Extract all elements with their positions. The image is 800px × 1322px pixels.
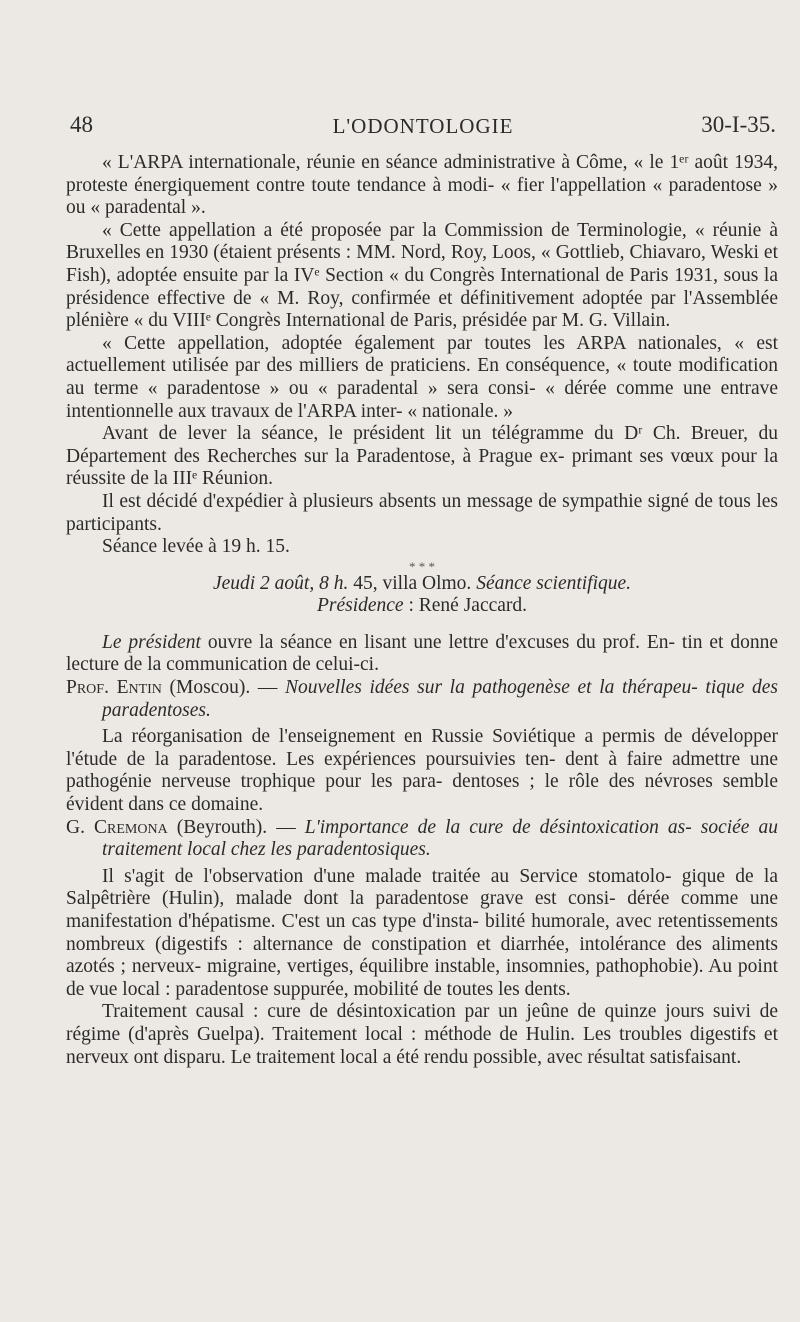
section-separator: * * * (409, 558, 435, 574)
paragraph-entin-summary: La réorganisation de l'enseignement en Russie Soviétique a permis de développer l'étude de la paradentose. Les expériences poursuivies ten- dent à faire admettre une pathogénie nerveuse trophique pour les para- dentoses ; le rôle des névroses semble évident dans ce domaine. (66, 726, 778, 816)
opening-text: ouvre la séance en lisant une lettre d'excuses du prof. En- tin et donne lecture de la communication de celui-ci. (66, 631, 778, 676)
presidence-line (66, 595, 778, 618)
communication-cremona (66, 817, 778, 862)
author-cremona: G. Cremona (66, 816, 168, 838)
communication-entin (66, 677, 778, 722)
session-place: 45, villa Olmo. (348, 572, 477, 594)
paragraph-treatment: Traitement causal : cure de désintoxication par un jeûne de quinze jours suivi de régime (d'après Guelpa). Traitement local : méthode de Hulin. Les troubles digestifs et nerveux ont disparu. Le traitement local a été rendu possible, avec résultat satisfaisant. (66, 1001, 778, 1068)
paragraph-message: Il est décidé d'expédier à plusieurs absents un message de sympathie signé de tous les participants. (66, 490, 778, 535)
entin-place: (Moscou). — (161, 677, 285, 699)
paragraph-telegram: Avant de lever la séance, le président lit un télégramme du Dʳ Ch. Breuer, du Département des Recherches sur la Paradentose, à Prague ex- primant ses vœux pour la réussite de la IIIᵉ Réunion. (66, 423, 778, 490)
running-header (70, 112, 776, 142)
cremona-title: L'importance de la cure de désintoxication as- sociée au traitement local chez les paradentosiques. (102, 816, 779, 861)
cremona-place: (Beyrouth). — (167, 816, 305, 838)
president-ref: Le président (102, 631, 201, 653)
presidence-name: : René Jaccard. (403, 595, 528, 617)
paragraph-case-observation: Il s'agit de l'observation d'une malade traitée au Service stomatolo- gique de la Salpêtrière (Hulin), malade dont la paradentose grave est consi- dérée comme une manifestation d'hépatisme. C'est un cas type d'insta- bilité humorale, avec retentissements nombreux (digestifs : alternance de constipation et diarrhée, intolérance des aliments azotés ; nerveux- migraine, vertiges, équilibre instable, insomnies, pathophobie). Au point de vue local : paradentose suppurée, mobilité de toutes les dents. (66, 865, 778, 1000)
session-day: Jeudi 2 août, 8 h. (212, 572, 349, 594)
issue-date: 30-I-35. (701, 112, 776, 137)
paragraph-close: Séance levée à 19 h. 15. (102, 536, 290, 558)
article-body (66, 152, 778, 1069)
session-type: Séance scientifique. (476, 572, 632, 594)
page-number: 48 (70, 112, 93, 137)
paragraph-resolution: « L'ARPA internationale, réunie en séance administrative à Côme, « le 1ᵉʳ août 1934, proteste énergiquement contre toute tendance à modi- « fier l'appellation « paradentose » ou « paradental ». (66, 152, 778, 219)
journal-title: L'ODONTOLOGIE (332, 114, 514, 138)
paragraph-adoption: « Cette appellation, adoptée également par toutes les ARPA nationales, « est actuellement utilisée par des milliers de praticiens. En conséquence, « toute modification au terme « paradentose » ou « paradental » sera consi- « dérée comme une entrave intentionnelle aux travaux de l'ARPA inter- « nationale. » (66, 332, 778, 422)
entin-title: Nouvelles idées sur la pathogenèse et la thérapeu- tique des paradentoses. (102, 677, 778, 721)
presidence-label: Présidence (316, 595, 404, 617)
paragraph-appellation: « Cette appellation a été proposée par la Commission de Terminologie, « réunie à Bruxelles en 1930 (étaient présents : MM. Nord, Roy, Loos, « Gottlieb, Chiavaro, Weski et Fish), adoptée ensuite par la IVᵉ Section « du Congrès International de Paris 1931, sous la présidence effective de « M. Roy, confirmée et définitivement adoptée par l'Assemblée plénière « du VIIIᵉ Congrès International de Paris, présidée par M. G. Villain. (66, 219, 778, 332)
paragraph-opening (66, 632, 778, 677)
session-heading (66, 573, 778, 596)
author-entin: Prof. Entin (66, 677, 162, 699)
